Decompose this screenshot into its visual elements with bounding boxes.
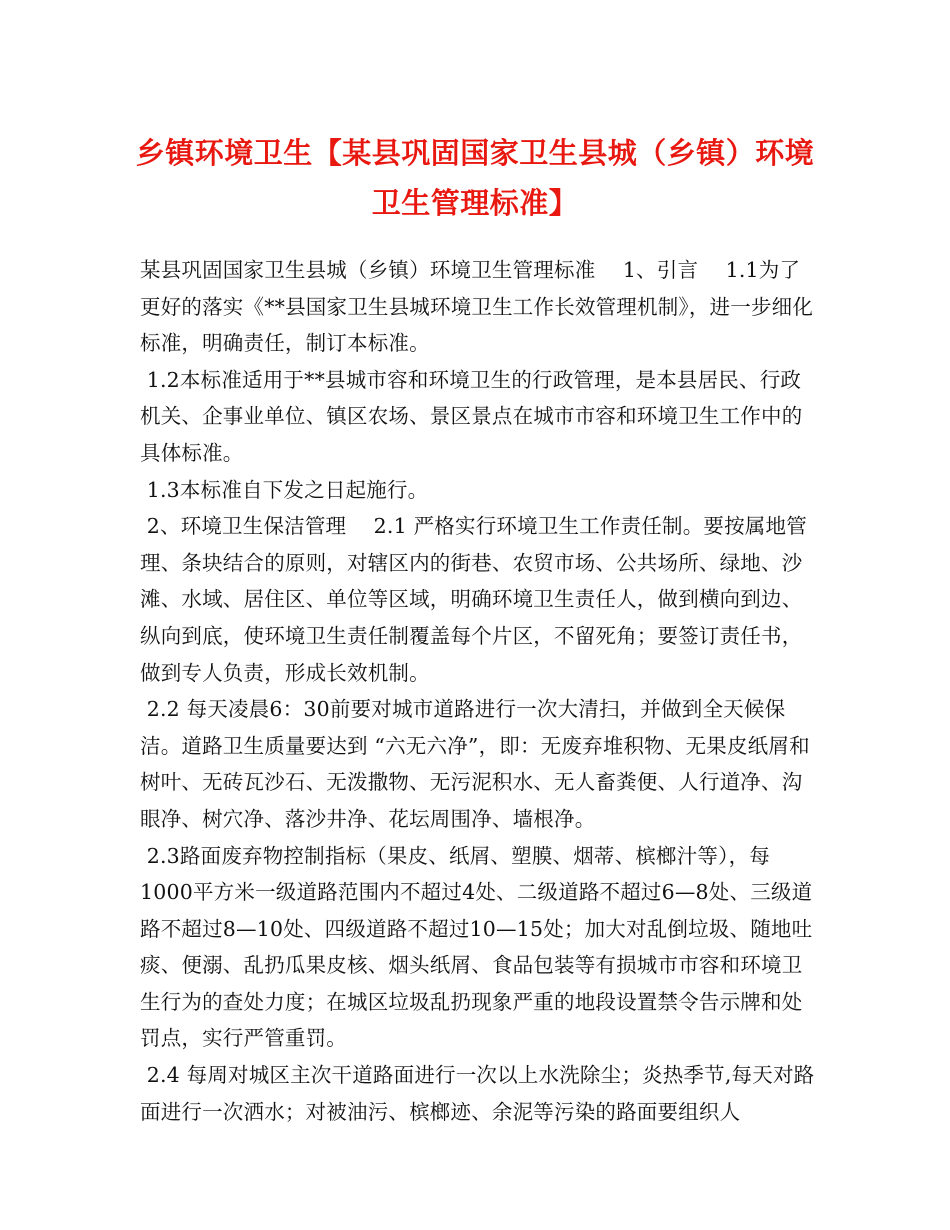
paragraph-intro: 某县巩固国家卫生县城（乡镇）环境卫生管理标准 1、引言 1.1为了更好的落实《**县国家卫生县城环境卫生工作长效管理机制》，进一步细化标准，明确责任，制订本标准。 bbox=[140, 258, 814, 356]
paragraph-2-2: 2.2 每天凌晨6：30前要对城市道路进行一次大清扫，并做到全天候保洁。道路卫生质量要达到 “六无六净”，即：无废弃堆积物、无果皮纸屑和树叶、无砖瓦沙石、无泼撒物、无污泥积水、无人畜粪便、人行道净、沟眼净、树穴净、落沙井净、花坛周围净、墙根净。 bbox=[140, 697, 810, 831]
paragraph-1-2: 1.2本标准适用于**县城市容和环境卫生的行政管理，是本县居民、行政机关、企事业单位、镇区农场、景区景点在城市市容和环境卫生工作中的具体标准。 bbox=[140, 367, 803, 465]
document-title: 乡镇环境卫生【某县巩固国家卫生县城（乡镇）环境卫生管理标准】 bbox=[135, 136, 815, 220]
paragraph-2-4: 2.4 每周对城区主次干道路面进行一次以上水洗除尘；炎热季节,每天对路面进行一次洒水；对被油污、槟榔迹、余泥等污染的路面要组织人 bbox=[140, 1063, 815, 1124]
paragraph-2-1: 2、环境卫生保洁管理 2.1 严格实行环境卫生工作责任制。要按属地管理、条块结合的原则，对辖区内的街巷、农贸市场、公共场所、绿地、沙滩、水域、居住区、单位等区域，明确环境卫生责任人，做到横向到边、纵向到底，使环境卫生责任制覆盖每个片区，不留死角；要签订责任书，做到专人负责，形成长效机制。 bbox=[140, 514, 807, 685]
paragraph-2-3: 2.3路面废弃物控制指标（果皮、纸屑、塑膜、烟蒂、槟榔汁等），每1000平方米一级道路范围内不超过4处、二级道路不超过6—8处、三级道路不超过8—10处、四级道路不超过10—15处；加大对乱倒垃圾、随地吐痰、便溺、乱扔瓜果皮核、烟头纸屑、食品包装等有损城市市容和环境卫生行为的查处力度；在城区垃圾乱扔现象严重的地段设置禁令告示牌和处罚点，实行严管重罚。 bbox=[140, 843, 813, 1051]
document-body bbox=[140, 252, 815, 1130]
paragraph-1-3: 1.3本标准自下发之日起施行。 bbox=[140, 477, 429, 502]
